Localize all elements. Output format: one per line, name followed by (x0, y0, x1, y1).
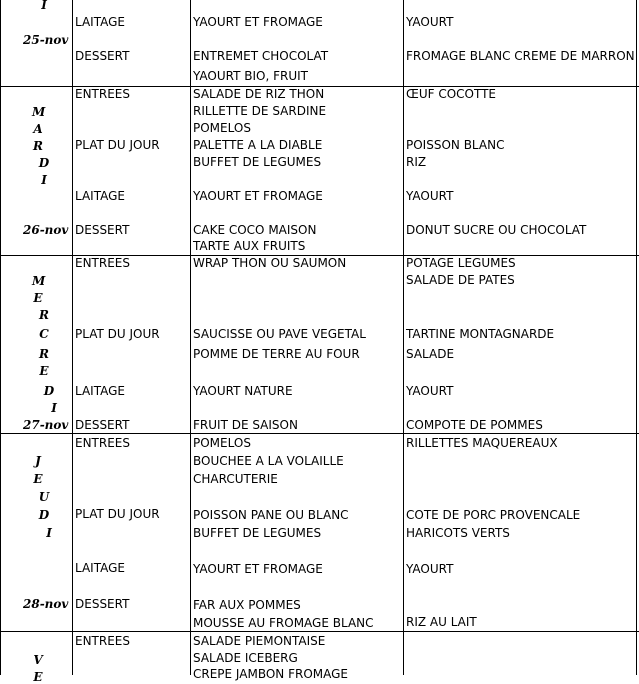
day-letter: I (46, 526, 52, 540)
day-divider (0, 631, 639, 632)
menu2-item: YAOURT (406, 384, 454, 398)
category-label: PLAT DU JOUR (75, 327, 160, 341)
day-letter: I (41, 173, 47, 187)
menu1-item: BOUCHEE A LA VOLAILLE (193, 454, 344, 468)
menu1-item: MOUSSE AU FROMAGE BLANC (193, 616, 374, 630)
day-date: 26-nov (23, 223, 69, 237)
menu2-item: YAOURT (406, 562, 454, 576)
menu1-item: YAOURT ET FROMAGE (193, 189, 323, 203)
menu2-item: SALADE (406, 347, 455, 361)
menu1-item: FRUIT DE SAISON (193, 418, 298, 432)
menu2-item: RILLETTES MAQUEREAUX (406, 436, 558, 450)
menu1-item: SALADE ICEBERG (193, 651, 298, 665)
day-letter: R (33, 139, 43, 153)
day-letter: I (51, 401, 57, 415)
column-divider (72, 0, 73, 675)
column-divider (403, 0, 404, 675)
category-label: LAITAGE (75, 561, 125, 575)
menu1-item: POISSON PANE OU BLANC (193, 508, 349, 522)
day-letter: U (38, 490, 50, 504)
menu1-item: FAR AUX POMMES (193, 598, 301, 612)
day-letter: E (33, 291, 43, 305)
menu1-item: SALADE DE RIZ THON (193, 87, 325, 101)
day-letter: R (39, 347, 49, 361)
category-label: ENTREES (75, 87, 131, 101)
menu1-item: YAOURT BIO, FRUIT (193, 69, 308, 83)
category-label: PLAT DU JOUR (75, 507, 160, 521)
menu2-item: RIZ AU LAIT (406, 615, 477, 629)
menu1-item: BUFFET DE LEGUMES (193, 526, 322, 540)
day-date: 28-nov (23, 597, 69, 611)
menu1-item: CHARCUTERIE (193, 472, 278, 486)
category-label: LAITAGE (75, 189, 125, 203)
menu1-item: YAOURT ET FROMAGE (193, 562, 323, 576)
menu1-item: BUFFET DE LEGUMES (193, 155, 322, 169)
menu1-item: CREPE JAMBON FROMAGE (193, 667, 348, 681)
menu2-item: ŒUF COCOTTE (406, 87, 497, 101)
category-label: DESSERT (75, 418, 130, 432)
table-border-left (0, 0, 1, 675)
column-divider (190, 0, 191, 675)
menu1-item: RILLETTE DE SARDINE (193, 104, 327, 118)
menu1-item: TARTE AUX FRUITS (193, 239, 306, 253)
menu1-item: YAOURT ET FROMAGE (193, 15, 323, 29)
day-letter: M (32, 105, 46, 119)
menu2-item: YAOURT (406, 15, 454, 29)
day-letter: D (38, 156, 50, 170)
menu1-item: POMME DE TERRE AU FOUR (193, 347, 360, 361)
menu2-item: YAOURT (406, 189, 454, 203)
day-letter: A (33, 122, 43, 136)
day-letter: E (33, 472, 43, 486)
menu2-item: RIZ (406, 155, 427, 169)
menu1-item: ENTREMET CHOCOLAT (193, 49, 329, 63)
category-label: DESSERT (75, 597, 130, 611)
category-label: DESSERT (75, 49, 130, 63)
menu2-item: SALADE DE PATES (406, 273, 515, 287)
menu2-item: POTAGE LEGUMES (406, 256, 516, 270)
day-divider (0, 433, 639, 434)
menu2-item: FROMAGE BLANC CREME DE MARRON (406, 49, 635, 63)
day-letter: E (33, 670, 43, 684)
menu2-item: COTE DE PORC PROVENCALE (406, 508, 581, 522)
menu1-item: WRAP THON OU SAUMON (193, 256, 347, 270)
category-label: LAITAGE (75, 384, 125, 398)
day-letter: D (43, 384, 55, 398)
menu2-item: POISSON BLANC (406, 138, 505, 152)
category-label: ENTREES (75, 436, 131, 450)
day-letter: D (38, 508, 50, 522)
day-letter: V (33, 653, 43, 667)
menu1-item: POMELOS (193, 436, 251, 450)
day-letter: J (35, 454, 41, 468)
menu2-item: TARTINE MONTAGNARDE (406, 327, 555, 341)
day-date: 25-nov (23, 33, 69, 47)
menu1-item: CAKE COCO MAISON (193, 223, 317, 237)
day-letter: E (39, 364, 49, 378)
menu1-item: PALETTE A LA DIABLE (193, 138, 323, 152)
category-label: ENTREES (75, 256, 131, 270)
day-letter: R (39, 308, 49, 322)
menu1-item: POMELOS (193, 121, 251, 135)
category-label: PLAT DU JOUR (75, 138, 160, 152)
menu2-item: HARICOTS VERTS (406, 526, 510, 540)
menu2-item: COMPOTE DE POMMES (406, 418, 543, 432)
menu1-item: SAUCISSE OU PAVE VEGETAL (193, 327, 366, 341)
day-letter: I (41, 0, 47, 12)
category-label: LAITAGE (75, 15, 125, 29)
menu1-item: YAOURT NATURE (193, 384, 293, 398)
menu2-item: DONUT SUCRE OU CHOCOLAT (406, 223, 587, 237)
table-border-right (636, 0, 637, 675)
day-letter: M (32, 274, 46, 288)
category-label: ENTREES (75, 634, 131, 648)
category-label: DESSERT (75, 223, 130, 237)
menu1-item: SALADE PIEMONTAISE (193, 634, 326, 648)
day-letter: C (39, 327, 49, 341)
day-date: 27-nov (23, 418, 69, 432)
